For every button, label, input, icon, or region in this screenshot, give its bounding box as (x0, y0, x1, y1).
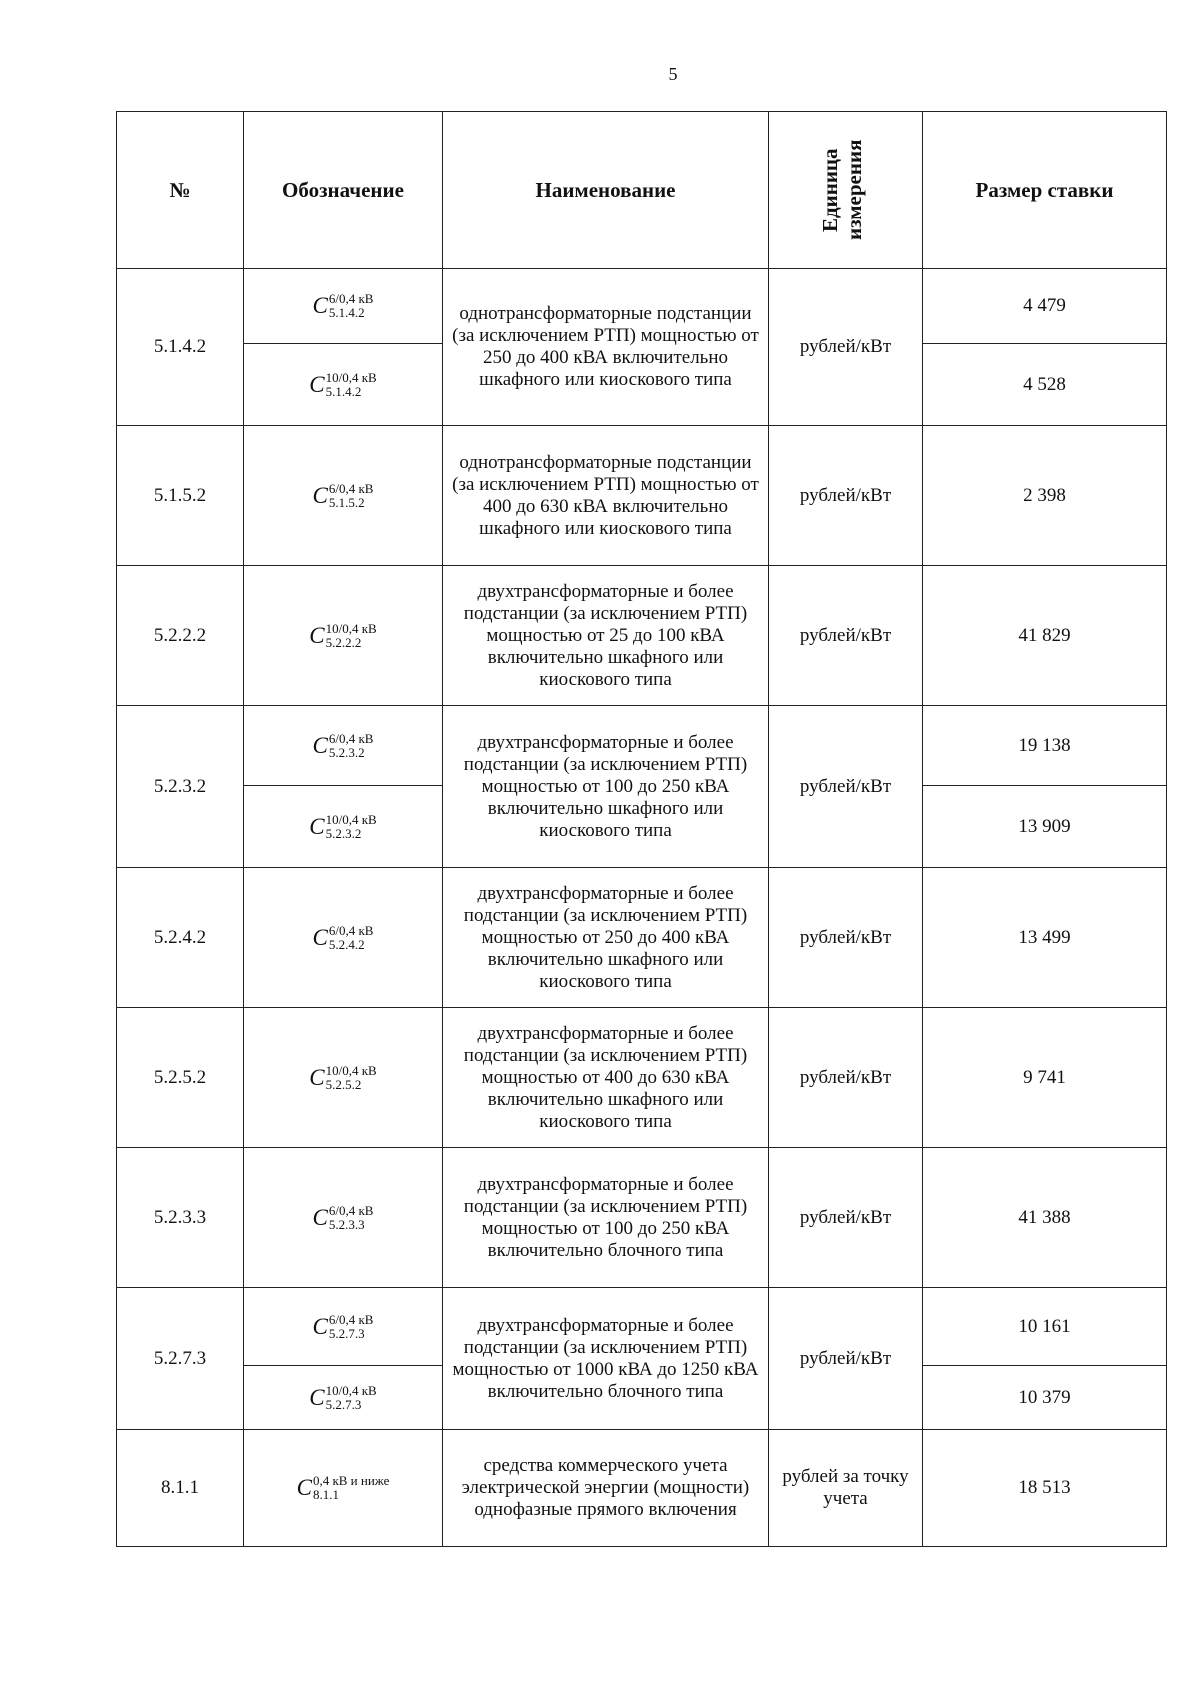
symbol-letter: C (309, 371, 325, 397)
row-unit: рублей/кВт (769, 269, 923, 426)
row-symbol (244, 344, 443, 426)
symbol-superscript: 6/0,4 кВ (328, 1311, 374, 1327)
row-number: 8.1.1 (117, 1430, 244, 1547)
header-unit (769, 112, 923, 269)
symbol-subscript: 5.1.5.2 (328, 494, 365, 510)
row-unit: рублей за точку учета (769, 1430, 923, 1547)
row-rate: 41 829 (923, 566, 1167, 706)
symbol-subscript: 5.2.4.2 (328, 936, 365, 952)
symbol-superscript: 10/0,4 кВ (325, 811, 377, 827)
row-rate: 13 499 (923, 868, 1167, 1008)
table-row (117, 868, 1167, 1008)
symbol-superscript: 10/0,4 кВ (325, 620, 377, 636)
symbol-letter: C (296, 1475, 312, 1500)
symbol-superscript: 6/0,4 кВ (328, 1202, 374, 1218)
symbol-subscript: 5.2.5.2 (325, 1076, 362, 1092)
rates-table (116, 111, 1167, 1547)
symbol-superscript: 6/0,4 кВ (328, 480, 374, 496)
row-symbol (244, 786, 443, 868)
row-name: двухтрансформаторные и более подстанции (за исключением РТП) мощностью от 100 до 250 кВА включительно шкафного или киоскового типа (443, 706, 769, 868)
row-name: двухтрансформаторные и более подстанции (за исключением РТП) мощностью от 25 до 100 кВА включительно шкафного или киоскового типа (443, 566, 769, 706)
symbol-letter: C (312, 293, 328, 318)
symbol-subscript: 5.1.4.2 (328, 305, 365, 320)
symbol-subscript: 5.2.3.2 (328, 744, 365, 760)
symbol-letter: C (312, 924, 328, 950)
symbol-superscript: 10/0,4 кВ (325, 1062, 377, 1078)
row-rate: 9 741 (923, 1008, 1167, 1148)
row-rate: 18 513 (923, 1430, 1167, 1547)
header-unit-label: Единица измерения (817, 139, 866, 241)
symbol-superscript: 6/0,4 кВ (328, 291, 374, 306)
symbol-superscript: 6/0,4 кВ (328, 922, 374, 938)
row-number: 5.2.3.2 (117, 706, 244, 868)
symbol-subscript: 5.2.7.3 (328, 1325, 365, 1341)
row-number: 5.1.5.2 (117, 426, 244, 566)
row-unit: рублей/кВт (769, 1288, 923, 1430)
table-row (117, 566, 1167, 706)
row-number: 5.2.7.3 (117, 1288, 244, 1430)
header-name: Наименование (443, 112, 769, 269)
table-row (117, 1148, 1167, 1288)
symbol-subscript: 5.2.7.3 (325, 1396, 362, 1412)
row-rate: 19 138 (923, 706, 1167, 786)
symbol-superscript: 10/0,4 кВ (325, 369, 377, 385)
row-symbol (244, 1008, 443, 1148)
row-unit: рублей/кВт (769, 1148, 923, 1288)
symbol-letter: C (312, 732, 328, 758)
symbol-subscript: 5.2.2.2 (325, 634, 362, 650)
header-symbol: Обозначение (244, 112, 443, 269)
table-row (117, 1430, 1167, 1547)
row-symbol (244, 426, 443, 566)
row-symbol (244, 706, 443, 786)
row-symbol (244, 1366, 443, 1430)
row-rate: 4 528 (923, 344, 1167, 426)
table-row (117, 706, 1167, 786)
row-rate: 10 379 (923, 1366, 1167, 1430)
symbol-subscript: 5.2.3.3 (328, 1216, 365, 1232)
row-unit: рублей/кВт (769, 868, 923, 1008)
row-symbol (244, 566, 443, 706)
symbol-letter: C (309, 622, 325, 648)
row-rate: 13 909 (923, 786, 1167, 868)
table-row (117, 1008, 1167, 1148)
row-name: однотрансформаторные подстанции (за исключением РТП) мощностью от 400 до 630 кВА включительно шкафного или киоскового типа (443, 426, 769, 566)
table-row (117, 426, 1167, 566)
row-unit: рублей/кВт (769, 566, 923, 706)
row-number: 5.2.4.2 (117, 868, 244, 1008)
row-symbol (244, 269, 443, 344)
symbol-superscript: 0,4 кВ и ниже (312, 1473, 390, 1488)
symbol-letter: C (312, 1313, 328, 1339)
table-header-row (117, 112, 1167, 269)
row-unit: рублей/кВт (769, 706, 923, 868)
row-rate: 41 388 (923, 1148, 1167, 1288)
symbol-superscript: 6/0,4 кВ (328, 730, 374, 746)
symbol-letter: C (312, 482, 328, 508)
table-row (117, 269, 1167, 344)
row-name: двухтрансформаторные и более подстанции (за исключением РТП) мощностью от 100 до 250 кВА включительно блочного типа (443, 1148, 769, 1288)
row-name: средства коммерческого учета электрической энергии (мощности) однофазные прямого включения (443, 1430, 769, 1547)
row-symbol (244, 1288, 443, 1366)
symbol-letter: C (309, 1064, 325, 1090)
row-symbol (244, 1148, 443, 1288)
row-name: однотрансформаторные подстанции (за исключением РТП) мощностью от 250 до 400 кВА включительно шкафного или киоскового типа (443, 269, 769, 426)
row-number: 5.2.3.3 (117, 1148, 244, 1288)
symbol-subscript: 5.2.3.2 (325, 825, 362, 841)
row-name: двухтрансформаторные и более подстанции (за исключением РТП) мощностью от 1000 кВА до 1250 кВА включительно блочного типа (443, 1288, 769, 1430)
symbol-letter: C (312, 1204, 328, 1230)
page-number: 5 (668, 64, 678, 84)
row-number: 5.2.2.2 (117, 566, 244, 706)
row-symbol (244, 868, 443, 1008)
row-rate: 2 398 (923, 426, 1167, 566)
symbol-subscript: 5.1.4.2 (325, 383, 362, 399)
row-rate: 10 161 (923, 1288, 1167, 1366)
row-number: 5.2.5.2 (117, 1008, 244, 1148)
row-unit: рублей/кВт (769, 1008, 923, 1148)
header-rate: Размер ставки (923, 112, 1167, 269)
rates-table-body (117, 269, 1167, 1547)
symbol-letter: C (309, 813, 325, 839)
symbol-subscript: 8.1.1 (312, 1487, 339, 1502)
row-name: двухтрансформаторные и более подстанции (за исключением РТП) мощностью от 400 до 630 кВА включительно шкафного или киоскового типа (443, 1008, 769, 1148)
row-name: двухтрансформаторные и более подстанции (за исключением РТП) мощностью от 250 до 400 кВА включительно шкафного или киоскового типа (443, 868, 769, 1008)
table-row (117, 1288, 1167, 1366)
header-number: № (117, 112, 244, 269)
symbol-superscript: 10/0,4 кВ (325, 1382, 377, 1398)
row-rate: 4 479 (923, 269, 1167, 344)
symbol-letter: C (309, 1384, 325, 1410)
row-number: 5.1.4.2 (117, 269, 244, 426)
row-unit: рублей/кВт (769, 426, 923, 566)
row-symbol (244, 1430, 443, 1547)
